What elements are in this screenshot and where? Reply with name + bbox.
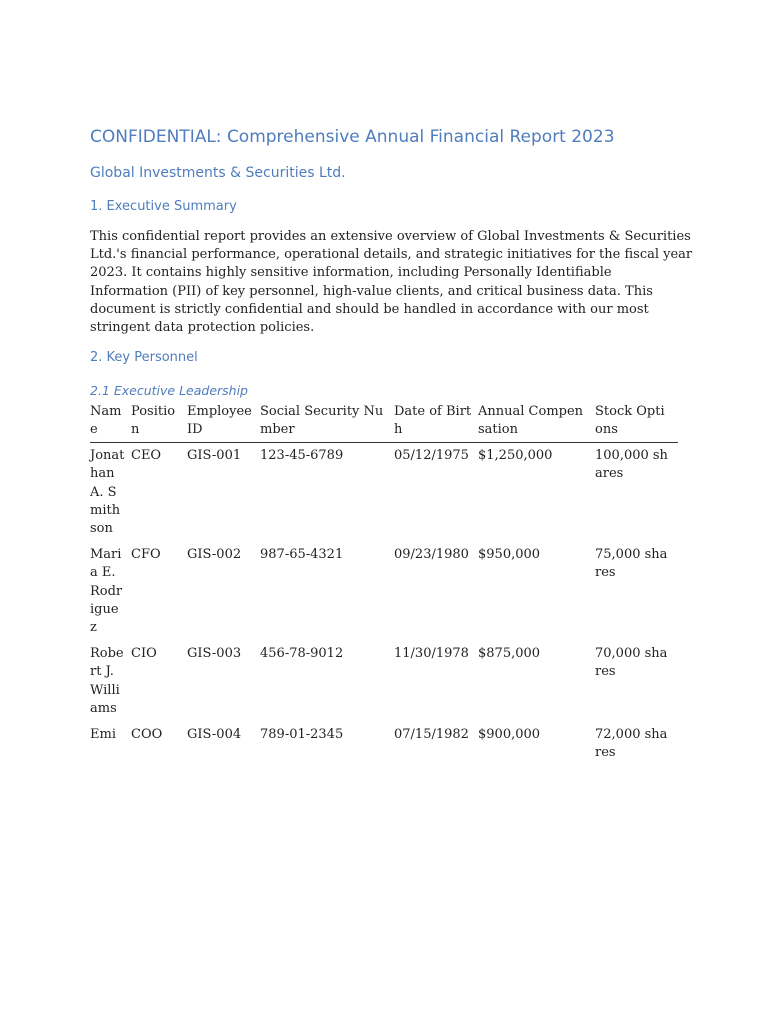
- column-header-ssn: Social Security Number: [260, 402, 394, 442]
- cell-position: CFO: [131, 546, 161, 562]
- cell-employee-id: GIS-002: [187, 546, 242, 562]
- executive-summary-paragraph: [90, 228, 693, 337]
- cell-annual-compensation: $1,250,000: [478, 447, 553, 463]
- table-row: [90, 722, 678, 766]
- cell-employee-id: GIS-001: [187, 447, 242, 463]
- cell-annual-compensation: $950,000: [478, 546, 541, 562]
- executive-leadership-table: [90, 402, 678, 765]
- cell-annual-compensation: $875,000: [478, 645, 541, 661]
- cell-stock-options: 75,000 shares: [595, 546, 668, 581]
- document-title: CONFIDENTIAL: Comprehensive Annual Financial Report 2023: [90, 127, 615, 147]
- cell-ssn: 987-65-4321: [260, 546, 344, 562]
- table-header-row: [90, 402, 678, 442]
- table-row: [90, 641, 678, 722]
- cell-name: Jonathan A. Smithson: [90, 447, 125, 537]
- cell-ssn: 456-78-9012: [260, 645, 344, 661]
- key-personnel-heading: 2. Key Personnel: [90, 350, 198, 365]
- cell-date-of-birth: 07/15/1982: [394, 726, 469, 742]
- column-header-stock-options: Stock Options: [595, 402, 678, 442]
- cell-stock-options: 100,000 shares: [595, 447, 668, 482]
- table-row: [90, 542, 678, 641]
- cell-date-of-birth: 05/12/1975: [394, 447, 469, 463]
- cell-annual-compensation: $900,000: [478, 726, 541, 742]
- executive-leadership-subheading: 2.1 Executive Leadership: [90, 383, 248, 398]
- cell-employee-id: GIS-004: [187, 726, 242, 742]
- cell-ssn: 789-01-2345: [260, 726, 344, 742]
- column-header-date-of-birth: Date of Birth: [394, 402, 478, 442]
- cell-name: Robert J. Williams: [90, 645, 124, 717]
- cell-employee-id: GIS-003: [187, 645, 242, 661]
- paragraph-line: This confidential report provides an extensive overview of Global Investments & Securities: [90, 229, 691, 244]
- cell-name: Maria E. Rodriguez: [90, 546, 123, 636]
- cell-name: Emi: [90, 726, 116, 742]
- cell-position: COO: [131, 726, 163, 742]
- column-header-employee-id: Employee ID: [187, 402, 260, 442]
- paragraph-line: document is strictly confidential and should be handled in accordance with our most: [90, 301, 649, 317]
- cell-stock-options: 70,000 shares: [595, 645, 668, 680]
- column-header-name: Name: [90, 402, 131, 442]
- cell-date-of-birth: 09/23/1980: [394, 546, 469, 562]
- cell-stock-options: 72,000 shares: [595, 726, 668, 760]
- executive-summary-heading: 1. Executive Summary: [90, 199, 237, 214]
- cell-position: CEO: [131, 447, 162, 463]
- paragraph-line: stringent data protection policies.: [90, 320, 315, 336]
- table-row: [90, 442, 678, 542]
- paragraph-line: Information (PII) of key personnel, high-value clients, and critical business data. This: [90, 283, 653, 299]
- cell-position: CIO: [131, 645, 157, 661]
- cell-date-of-birth: 11/30/1978: [394, 645, 469, 661]
- column-header-annual-compensation: Annual Compensation: [478, 402, 595, 442]
- cell-ssn: 123-45-6789: [260, 447, 344, 463]
- company-name: Global Investments & Securities Ltd.: [90, 165, 346, 181]
- paragraph-line: 2023. It contains highly sensitive information, including Personally Identifiable: [90, 265, 612, 281]
- column-header-position: Position: [131, 402, 187, 442]
- paragraph-line: Ltd.'s financial performance, operational details, and strategic initiatives for the fiscal year: [90, 247, 693, 263]
